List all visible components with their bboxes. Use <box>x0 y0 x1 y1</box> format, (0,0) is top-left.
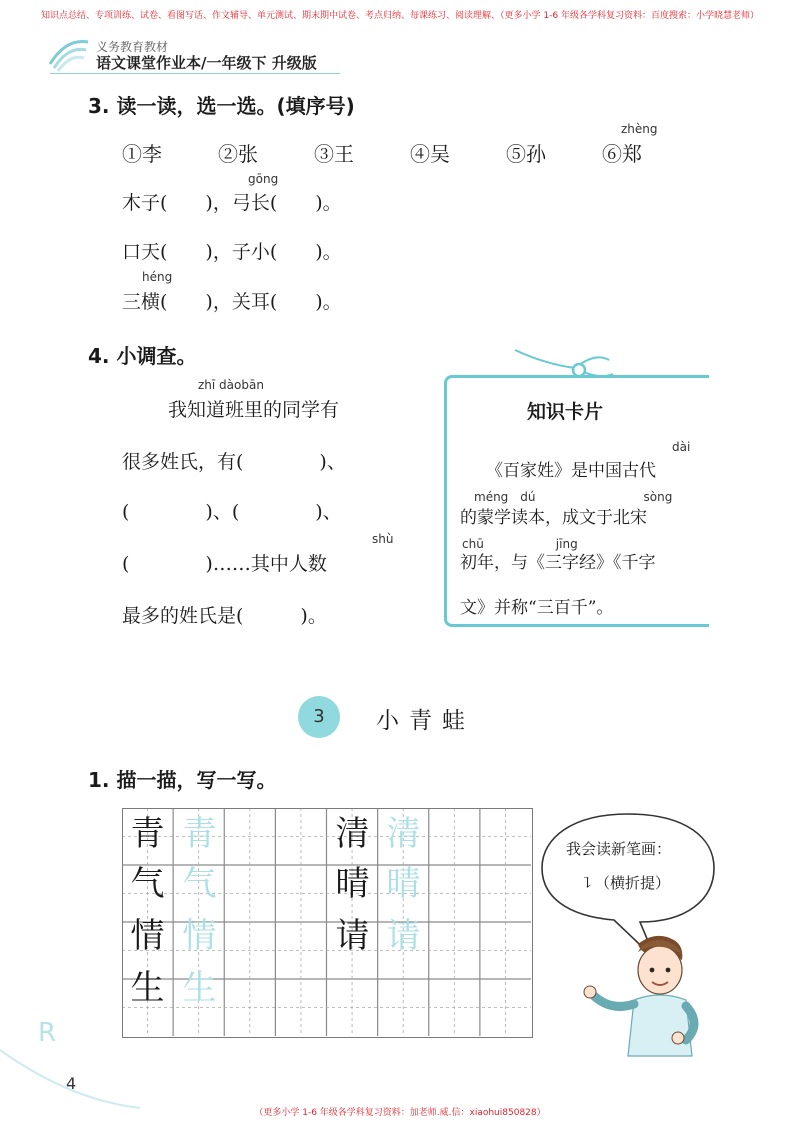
grid-trace-char: 晴 <box>386 864 421 904</box>
lesson-number-badge: 3 <box>298 696 340 738</box>
grid-char: 请 <box>335 916 370 956</box>
q4-line: 最多的姓氏是( )。 <box>122 605 327 627</box>
grid-trace-char: 请 <box>386 916 421 956</box>
q4-title: 4. 小调查。 <box>88 344 197 368</box>
q3-option: ①李 <box>122 142 162 166</box>
bubble-line-1: 我会读新笔画： <box>566 840 672 858</box>
header-rule <box>50 73 340 74</box>
grid-trace-char: 情 <box>182 916 217 956</box>
grid-char: 生 <box>130 968 165 1008</box>
q4-line: ( )……其中人数 <box>122 553 327 575</box>
q3-title: 3. 读一读，选一选。(填序号) <box>88 94 355 118</box>
card-line-pinyin: méng dú sòng <box>474 490 673 504</box>
q3-row-pinyin: héng <box>142 270 173 284</box>
grid-char: 情 <box>130 916 165 956</box>
grid-trace-char: 生 <box>182 968 217 1008</box>
grid-char: 气 <box>130 864 165 904</box>
grid-trace-char: 青 <box>182 814 217 854</box>
q3-option: ⑤孙 <box>506 142 546 166</box>
card-line: 的蒙学读本，成文于北宋 <box>460 508 647 528</box>
grid-trace-char: 清 <box>386 814 421 854</box>
q3-option: ③王 <box>314 142 354 166</box>
grid-char: 清 <box>335 814 370 854</box>
q3-row: 口天( )，子小( )。 <box>122 241 342 263</box>
q3-option: ⑥郑 <box>602 142 642 166</box>
card-line-pinyin: chū jīng <box>462 537 578 551</box>
card-line: 《百家姓》是中国古代 <box>486 461 656 481</box>
top-notice: 知识点总结、专项训练、试卷、看图写话、作文辅导、单元测试、期末期中试卷、考点归纳、每课练习、阅读理解、（更多小学 1-6 年级各学科复习资料：百度搜索：小学晓慧老师） <box>41 11 759 21</box>
grid-char: 晴 <box>335 864 370 904</box>
q3-row: 三横( )，关耳( )。 <box>122 291 342 313</box>
q3-options-pinyin: zhèng <box>621 122 658 136</box>
card-line: 文》并称“三百千”。 <box>460 598 614 618</box>
card-title: 知识卡片 <box>527 401 604 423</box>
q3-option: ②张 <box>218 142 258 166</box>
bottom-notice: （更多小学 1-6 年级各学科复习资料：加老师.威.信：xiaohui850828） <box>254 1108 546 1118</box>
boy-illustration-icon <box>578 930 718 1060</box>
bubble-line-2: ㇊（横折提） <box>580 874 671 892</box>
q4-line-pinyin: shù <box>372 532 394 546</box>
q3-row-pinyin: gōng <box>248 172 279 186</box>
corner-swoosh-icon <box>0 1030 140 1110</box>
q4-line-pinyin: zhī dàobān <box>198 378 264 392</box>
q4-line: ( )、( )、 <box>122 501 342 523</box>
grid-trace-char: 气 <box>182 864 217 904</box>
publisher-logo <box>46 34 92 74</box>
q3-row: 木子( )，弓长( )。 <box>122 192 342 214</box>
grid-char: 青 <box>130 814 165 854</box>
lesson-title: 小青蛙 <box>376 708 475 734</box>
q1-title: 1. 描一描，写一写。 <box>88 768 277 792</box>
book-series: 义务教育教材 <box>96 40 169 54</box>
q3-option: ④吴 <box>410 142 450 166</box>
card-line-pinyin: dài <box>672 440 691 454</box>
book-title: 语文课堂作业本/一年级下 升级版 <box>96 54 317 72</box>
q4-line: 我知道班里的同学有 <box>168 399 340 421</box>
decorative-letter: R <box>38 1018 57 1048</box>
card-line: 初年，与《三字经》《千字 <box>460 553 656 573</box>
q4-line: 很多姓氏，有( )、 <box>122 451 346 473</box>
page-number: 4 <box>66 1074 77 1093</box>
